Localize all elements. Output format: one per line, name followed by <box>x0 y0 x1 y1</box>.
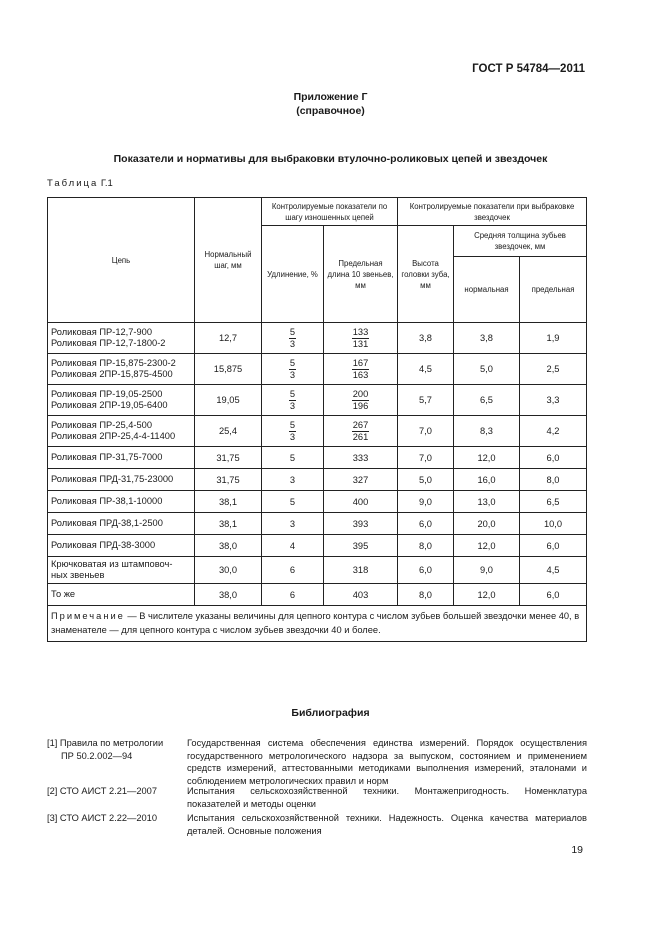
cell-tooth-height: 4,5 <box>398 354 454 385</box>
cell-limit-length-numerator: 133 <box>352 326 369 337</box>
cell-elongation-numerator: 5 <box>289 419 296 430</box>
cell-chain <box>48 354 195 385</box>
cell-limit-length: 333 <box>324 447 398 469</box>
table-row <box>48 513 587 535</box>
cell-tooth-height: 9,0 <box>398 491 454 513</box>
cell-elongation <box>262 416 324 447</box>
cell-limit-thickness: 8,0 <box>520 469 587 491</box>
cell-normal-thickness: 12,0 <box>454 584 520 606</box>
cell-limit-length-fraction <box>352 420 370 443</box>
table-row <box>48 323 587 354</box>
cell-limit-thickness: 2,5 <box>520 354 587 385</box>
chain-name-line: Роликовая ПР-31,75-7000 <box>51 451 163 462</box>
header-elongation: Удлинение, % <box>262 226 324 323</box>
cell-limit-thickness: 6,0 <box>520 535 587 557</box>
cell-normal-thickness: 5,0 <box>454 354 520 385</box>
chain-name-line: ных звеньев <box>51 570 105 580</box>
cell-limit-length <box>324 385 398 416</box>
chain-name-line: Роликовая 2ПР-19,05-6400 <box>51 400 168 410</box>
cell-limit-length-fraction <box>352 327 370 350</box>
cell-limit-length-fraction <box>352 358 370 381</box>
table-caption-word: Таблица <box>47 178 99 189</box>
cell-normal-thickness: 12,0 <box>454 535 520 557</box>
cell-pitch: 31,75 <box>195 469 262 491</box>
cell-tooth-height: 7,0 <box>398 447 454 469</box>
header-thickness-group: Средняя толщина зубьев звездочек, мм <box>454 226 587 257</box>
bibliography-ref <box>47 812 187 825</box>
cell-limit-length: 327 <box>324 469 398 491</box>
cell-limit-thickness: 6,5 <box>520 491 587 513</box>
header-limit: предельная <box>520 257 587 323</box>
bibliography-title: Библиография <box>291 707 370 719</box>
header-tooth-height: Высота головки зуба, мм <box>398 226 454 323</box>
cell-limit-length: 393 <box>324 513 398 535</box>
rejection-table <box>47 197 587 642</box>
page-number: 19 <box>571 844 583 856</box>
bibliography-text: Испытания сельскохозяйственной техники. Монтажепригодность. Номенклатура показателей и методы оценки <box>187 786 587 809</box>
cell-limit-thickness: 6,0 <box>520 447 587 469</box>
table-note-row <box>48 606 587 642</box>
cell-chain <box>48 447 195 469</box>
cell-pitch: 12,7 <box>195 323 262 354</box>
cell-tooth-height: 3,8 <box>398 323 454 354</box>
table-row <box>48 385 587 416</box>
cell-limit-thickness: 1,9 <box>520 323 587 354</box>
chain-name-line: Роликовая 2ПР-15,875-4500 <box>51 369 173 379</box>
cell-normal-thickness: 3,8 <box>454 323 520 354</box>
cell-chain <box>48 385 195 416</box>
chain-name-line: Роликовая ПРД-38-3000 <box>51 539 156 550</box>
cell-elongation <box>262 354 324 385</box>
cell-limit-length-numerator: 167 <box>352 357 369 368</box>
cell-elongation-denominator: 3 <box>289 431 296 442</box>
chain-name-line: Роликовая ПР-25,4-500 <box>51 419 153 430</box>
header-limit-length: Предельная длина 10 звеньев, мм <box>324 226 398 323</box>
cell-limit-thickness: 4,2 <box>520 416 587 447</box>
cell-normal-thickness: 8,3 <box>454 416 520 447</box>
bibliography-ref-line: [2] СТО АИСТ 2.21—2007 <box>47 786 158 796</box>
table-row <box>48 416 587 447</box>
bibliography-item <box>47 785 587 810</box>
table-caption-number: Г.1 <box>100 178 113 189</box>
cell-normal-thickness: 6,5 <box>454 385 520 416</box>
cell-elongation-numerator: 5 <box>289 357 296 368</box>
bibliography-ref <box>47 785 187 798</box>
cell-pitch: 19,05 <box>195 385 262 416</box>
chain-name-line: Роликовая ПР-12,7-900 <box>51 326 153 337</box>
bibliography-ref-line: [1] Правила по метрологии <box>47 738 164 748</box>
cell-chain <box>48 513 195 535</box>
bibliography-text: Испытания сельскохозяйственной техники. Надежность. Оценка качества материалов деталей. Основные положения <box>187 813 587 836</box>
cell-pitch: 38,1 <box>195 491 262 513</box>
bibliography-ref-line: [3] СТО АИСТ 2.22—2010 <box>47 813 158 823</box>
cell-tooth-height: 6,0 <box>398 557 454 584</box>
header-reject-group: Контролируемые показатели при выбраковке звездочек <box>398 198 587 226</box>
cell-chain <box>48 557 195 584</box>
cell-limit-length-denominator: 196 <box>352 400 369 411</box>
cell-limit-thickness: 6,0 <box>520 584 587 606</box>
header-normal: нормальная <box>454 257 520 323</box>
chain-name-line: Крючковатая из штамповоч- <box>51 558 173 569</box>
cell-elongation-denominator: 3 <box>289 400 296 411</box>
table-row <box>48 354 587 385</box>
cell-limit-length: 403 <box>324 584 398 606</box>
table-row <box>48 447 587 469</box>
chain-name-line: Роликовая ПР-15,875-2300-2 <box>51 357 176 368</box>
table-row <box>48 584 587 606</box>
chain-name-line: Роликовая ПР-19,05-2500 <box>51 388 163 399</box>
cell-tooth-height: 6,0 <box>398 513 454 535</box>
cell-normal-thickness: 20,0 <box>454 513 520 535</box>
chain-name-line: Роликовая ПР-38,1-10000 <box>51 495 163 506</box>
cell-chain <box>48 491 195 513</box>
table-row <box>48 557 587 584</box>
cell-limit-length: 400 <box>324 491 398 513</box>
cell-pitch: 38,0 <box>195 584 262 606</box>
cell-elongation: 6 <box>262 557 324 584</box>
cell-limit-length-numerator: 200 <box>352 388 369 399</box>
cell-normal-thickness: 12,0 <box>454 447 520 469</box>
cell-limit-thickness: 3,3 <box>520 385 587 416</box>
cell-elongation-numerator: 5 <box>289 388 296 399</box>
cell-limit-length-numerator: 267 <box>352 419 369 430</box>
cell-elongation: 5 <box>262 447 324 469</box>
bibliography-item <box>47 737 587 787</box>
cell-limit-thickness: 10,0 <box>520 513 587 535</box>
cell-elongation-fraction <box>289 389 296 412</box>
cell-chain <box>48 535 195 557</box>
cell-chain <box>48 416 195 447</box>
cell-pitch: 31,75 <box>195 447 262 469</box>
document-id: ГОСТ Р 54784—2011 <box>472 63 585 75</box>
cell-elongation: 3 <box>262 513 324 535</box>
table-caption <box>47 178 113 189</box>
chain-name-line: Роликовая ПРД-38,1-2500 <box>51 517 163 528</box>
bibliography-item <box>47 812 587 837</box>
cell-pitch: 38,0 <box>195 535 262 557</box>
cell-limit-length <box>324 323 398 354</box>
appendix-subtitle: (справочное) <box>296 105 365 117</box>
table-row <box>48 535 587 557</box>
cell-normal-thickness: 13,0 <box>454 491 520 513</box>
cell-limit-length-fraction <box>352 389 370 412</box>
cell-chain <box>48 584 195 606</box>
cell-limit-length-denominator: 261 <box>352 431 369 442</box>
header-wear-group: Контролируемые показатели по шагу изношенных цепей <box>262 198 398 226</box>
cell-elongation-fraction <box>289 358 296 381</box>
cell-elongation <box>262 385 324 416</box>
cell-tooth-height: 5,7 <box>398 385 454 416</box>
bibliography-ref <box>47 737 187 762</box>
cell-pitch: 30,0 <box>195 557 262 584</box>
table-note <box>48 606 587 642</box>
cell-elongation: 6 <box>262 584 324 606</box>
bibliography-text: Государственная система обеспечения единства измерений. Порядок осуществления государственного метрологического надзора за выпуском, состоянием и применением средств измерений, аттестованными методиками выполнения измерений, эталонами и соблюдением метрологических правил и норм <box>187 738 587 786</box>
appendix-heading <box>0 90 661 118</box>
appendix-title: Приложение Г <box>293 91 368 103</box>
cell-limit-length <box>324 416 398 447</box>
cell-tooth-height: 7,0 <box>398 416 454 447</box>
chain-name-line: Роликовая ПР-12,7-1800-2 <box>51 338 166 348</box>
cell-elongation: 3 <box>262 469 324 491</box>
cell-limit-length <box>324 354 398 385</box>
cell-elongation-denominator: 3 <box>289 369 296 380</box>
cell-tooth-height: 5,0 <box>398 469 454 491</box>
cell-limit-length: 318 <box>324 557 398 584</box>
chain-name-line: Роликовая ПРД-31,75-23000 <box>51 473 174 484</box>
table-row <box>48 469 587 491</box>
cell-elongation: 4 <box>262 535 324 557</box>
chain-name-line: То же <box>51 588 76 599</box>
cell-elongation <box>262 323 324 354</box>
cell-normal-thickness: 9,0 <box>454 557 520 584</box>
table-row <box>48 491 587 513</box>
cell-pitch: 15,875 <box>195 354 262 385</box>
cell-tooth-height: 8,0 <box>398 535 454 557</box>
cell-chain <box>48 469 195 491</box>
cell-limit-length-denominator: 163 <box>352 369 369 380</box>
header-chain: Цепь <box>48 198 195 323</box>
cell-tooth-height: 8,0 <box>398 584 454 606</box>
cell-elongation-denominator: 3 <box>289 338 296 349</box>
cell-pitch: 25,4 <box>195 416 262 447</box>
cell-normal-thickness: 16,0 <box>454 469 520 491</box>
cell-elongation-fraction <box>289 420 296 443</box>
bibliography-ref-line: ПР 50.2.002—94 <box>61 750 133 761</box>
note-text: — В числителе указаны величины для цепного контура с числом зубьев большей звездочки менее 40, в знаменателе — для цепного контура с числом зубьев звездочки 40 и более. <box>51 611 580 635</box>
cell-limit-length: 395 <box>324 535 398 557</box>
cell-elongation-numerator: 5 <box>289 326 296 337</box>
header-pitch: Нормальный шаг, мм <box>195 198 262 323</box>
cell-chain <box>48 323 195 354</box>
cell-elongation-fraction <box>289 327 296 350</box>
cell-elongation: 5 <box>262 491 324 513</box>
cell-pitch: 38,1 <box>195 513 262 535</box>
cell-limit-length-denominator: 131 <box>352 338 369 349</box>
page-title: Показатели и нормативы для выбраковки втулочно-роликовых цепей и звездочек <box>113 153 548 165</box>
chain-name-line: Роликовая 2ПР-25,4-4-11400 <box>51 431 176 441</box>
note-label: Примечание <box>51 611 125 621</box>
cell-limit-thickness: 4,5 <box>520 557 587 584</box>
